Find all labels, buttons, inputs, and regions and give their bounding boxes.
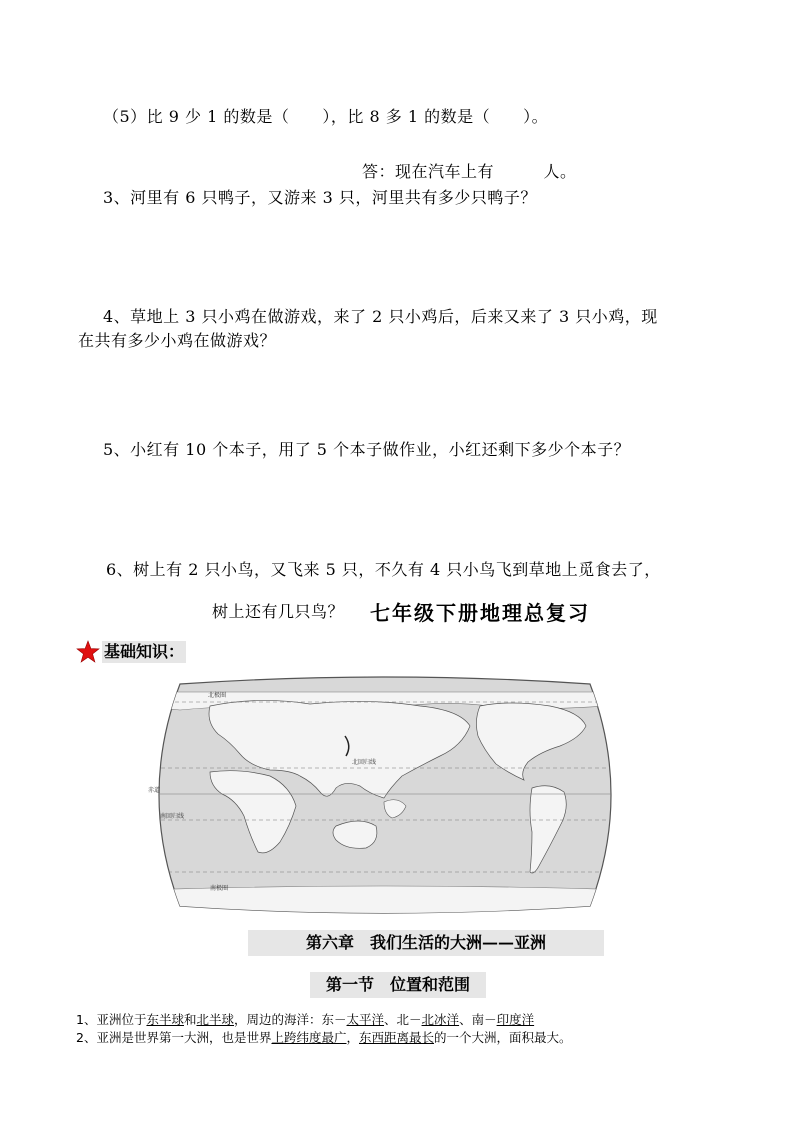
item1-prefix: 1、亚洲位于 xyxy=(76,1012,147,1027)
item2-suffix: 的一个大洲，面积最大。 xyxy=(434,1030,572,1045)
asia-location-item xyxy=(76,1011,534,1029)
tropic-of-cancer-label: 北回归线 xyxy=(352,759,377,766)
asia-size-item xyxy=(76,1029,572,1047)
antarctic-circle-label: 南极圈 xyxy=(210,885,229,892)
problem-3: 3、河里有 6 只鸭子，又游来 3 只，河里共有多少只鸭子？ xyxy=(103,188,537,207)
item2-east-west-distance: 东西距离最长 xyxy=(359,1030,435,1045)
item1-eastern-hemisphere: 东半球 xyxy=(146,1012,184,1027)
question-5-line: （5）比 9 少 1 的数是（ ），比 8 多 1 的数是（ ）。 xyxy=(103,107,549,126)
item1-northern-hemisphere: 北半球 xyxy=(196,1012,234,1027)
item1-north-text: 、北－ xyxy=(384,1012,422,1027)
chapter-title: 第六章 我们生活的大洲——亚洲 xyxy=(248,930,604,956)
problem-4-line-2: 在共有多少小鸡在做游戏？ xyxy=(78,331,277,350)
item1-arctic-ocean: 北冰洋 xyxy=(421,1012,460,1027)
world-map xyxy=(140,676,630,914)
section-title: 第一节 位置和范围 xyxy=(310,972,486,998)
item1-pacific: 太平洋 xyxy=(346,1012,385,1027)
arctic-circle-label: 北极圈 xyxy=(208,692,227,699)
equator-label: 赤道 xyxy=(148,787,161,794)
problem-6-line-2: 树上还有几只鸟？ xyxy=(212,602,345,621)
answer-car-line: 答：现在汽车上有 人。 xyxy=(362,162,577,181)
item1-indian-ocean: 印度洋 xyxy=(496,1012,535,1027)
review-title: 七年级下册地理总复习 xyxy=(370,601,590,625)
problem-6-line-1: 6、树上有 2 只小鸟，又飞来 5 只，不久有 4 只小鸟飞到草地上觅食去了， xyxy=(106,560,661,579)
tropic-of-capricorn-label: 南回归线 xyxy=(160,813,185,820)
problem-4-line-1: 4、草地上 3 只小鸡在做游戏，来了 2 只小鸡后，后来又来了 3 只小鸡，现 xyxy=(103,307,658,326)
item1-ocean-text: ，周边的海洋：东－ xyxy=(234,1012,347,1027)
problem-5: 5、小红有 10 个本子，用了 5 个本子做作业，小红还剩下多少个本子？ xyxy=(103,440,631,459)
world-map-image xyxy=(140,676,630,914)
item2-latitude-span: 上跨纬度最广 xyxy=(271,1030,347,1045)
item1-south-text: 、南－ xyxy=(459,1012,497,1027)
item2-comma: ， xyxy=(346,1030,359,1045)
basic-knowledge-label: 基础知识： xyxy=(104,642,185,661)
red-star-icon xyxy=(76,640,100,664)
item2-prefix: 2、亚洲是世界第一大洲，也是世界 xyxy=(76,1030,272,1045)
item1-and: 和 xyxy=(183,1012,197,1027)
